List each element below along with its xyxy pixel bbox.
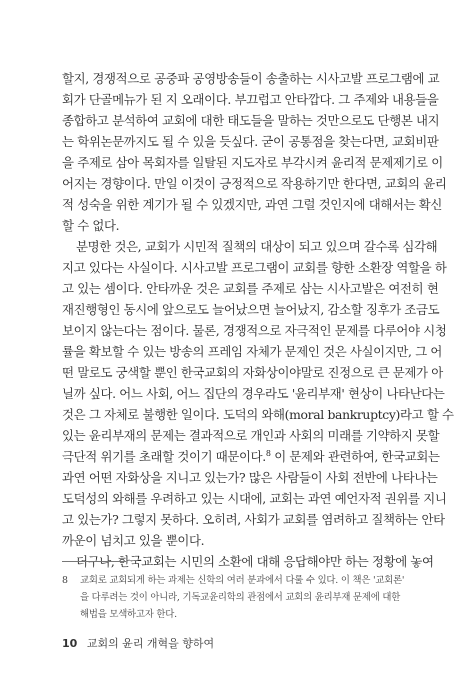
text-line: 닐까 싶다. 어느 사회, 어느 집단의 경우라도 '윤리부재' 현상이 나타난다는 <box>62 386 445 401</box>
text-line: 것은 그 자체로 불행한 일이다. 도덕의 와해(moral bankruptcy)라고 할 수 <box>62 407 454 422</box>
text-line: 있는 윤리부재의 문제는 결과적으로 개인과 사회의 미래를 기약하지 못할 <box>62 428 440 443</box>
page-number: 10 <box>62 637 78 650</box>
body-text <box>62 68 454 572</box>
text-segment: 이 문제와 관련하여, 한국교회는 <box>270 449 440 464</box>
footnote-line: 을 다루려는 것이 아니라, 기독교윤리학의 관점에서 교회의 윤리부재 문제에 대한 <box>80 592 401 603</box>
text-line <box>62 446 440 467</box>
text-line: 도덕성의 와해를 우려하고 있는 시대에, 교회는 과연 예언자적 권위를 지니 <box>62 491 447 506</box>
running-title: 교회의 윤리 개혁을 향하여 <box>86 637 215 650</box>
text-line: 회가 단골메뉴가 된 지 오래이다. 부끄럽고 안타깝다. 그 주제와 내용들을 <box>62 92 439 107</box>
text-line: 재진행형인 동시에 앞으로도 늘어났으면 늘어났지, 감소할 징후가 조금도 <box>62 302 440 317</box>
footnote-divider <box>62 561 126 562</box>
text-line: 지고 있다는 사실이다. 시사고발 프로그램이 교회를 향한 소환장 역할을 하 <box>62 260 447 275</box>
text-line: 고 있는 셈이다. 안타까운 것은 교회를 주제로 삼는 시사고발은 여전히 현 <box>62 281 439 296</box>
paragraph <box>62 236 454 551</box>
text-line: 까운이 넘치고 있을 뿐이다. <box>62 533 205 548</box>
text-line: 을 주제로 삼아 목회자를 일탈된 지도자로 부각시켜 윤리적 문제제기로 이 <box>62 155 443 170</box>
text-line: 는 학위논문까지도 될 수 있을 듯싶다. 굳이 공통점을 찾는다면, 교회비판 <box>62 134 439 149</box>
running-footer <box>62 635 214 651</box>
text-line: 떤 말로도 궁색할 뿐인 한국교회의 자화상이야말로 진정으로 큰 문제가 아 <box>62 365 443 380</box>
footnote-line: 해법을 모색하고자 한다. <box>80 609 177 620</box>
text-line: 할지, 경쟁적으로 공중파 공영방송들이 송출하는 시사고발 프로그램에 교 <box>62 71 440 86</box>
footnote-number: 8 <box>62 575 68 586</box>
text-line: 고 있는가? 그렇지 못하다. 오히려, 사회가 교회를 염려하고 질책하는 안타 <box>62 512 445 527</box>
text-line: 률을 확보할 수 있는 방송의 프레임 자체가 문제인 것은 사실이지만, 그 어 <box>62 344 443 359</box>
footnote-reference: 8 <box>265 448 271 458</box>
text-line: 보이지 않는다는 점이다. 물론, 경쟁적으로 자극적인 문제를 다루어야 시청 <box>62 323 447 338</box>
paragraph <box>62 68 447 236</box>
text-line: 과연 어떤 자화상을 지니고 있는가? 많은 사람들이 사회 전반에 나타나는 <box>62 470 438 485</box>
text-line: 할 수 없다. <box>62 218 120 233</box>
text-line: 분명한 것은, 교회가 시민적 질책의 대상이 되고 있으며 갈수록 심각해 <box>76 239 438 254</box>
text-line: 더구나, 한국교회는 시민의 소환에 대해 응답해야만 하는 정황에 놓여 <box>76 554 434 569</box>
text-line: 종합하고 분석하여 교회에 대한 태도들을 말하는 것만으로도 단행본 내지 <box>62 113 440 128</box>
text-line: 적 성숙을 위한 계기가 될 수 있겠지만, 과연 그럴 것인지에 대해서는 확신 <box>62 197 443 212</box>
footnote-line: 교회로 교회되게 하는 과제는 신학의 여러 분과에서 다룰 수 있다. 이 책은 '교회론' <box>80 575 405 586</box>
footnote-text <box>80 572 405 623</box>
text-segment: 극단적 위기를 초래할 것이기 때문이다. <box>62 449 266 464</box>
text-line: 어지는 경향이다. 만일 이것이 긍정적으로 작용하기만 한다면, 교회의 윤리 <box>62 176 447 191</box>
